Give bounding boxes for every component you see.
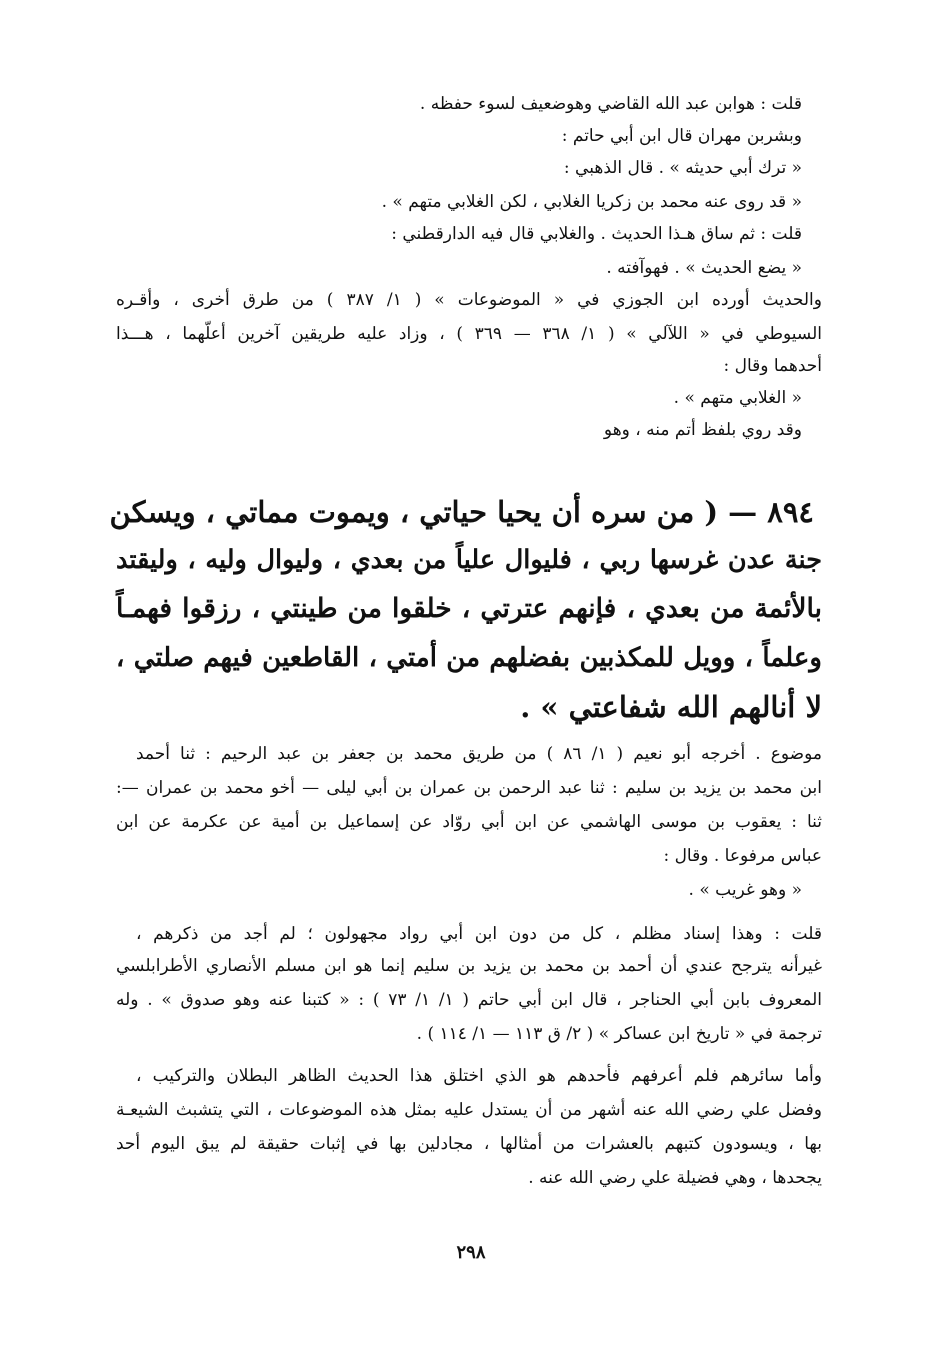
text-line: يجحدها ، وهي فضيلة علي رضي الله عنه . xyxy=(528,1168,822,1188)
text-line: « ترك أبي حديثه » . قال الذهبي : xyxy=(563,158,802,178)
text-line: ثنا : يعقوب بن موسى الهاشمي عن ابن أبي روّاد عن إسماعيل بن أمية عن عكرمة عن ابن xyxy=(116,812,822,832)
text-line: وفضل علي رضي الله عنه أشهر من أن يستدل عليه بمثل هذه الموضوعات ، التي يتشبث الشيعـة xyxy=(116,1100,822,1120)
hadith-line: بالأئمة من بعدي ، فإنهم عترتي ، خلقوا من طينتي ، رزقوا فهمـاً xyxy=(116,593,822,624)
text-line: « وهو غريب » . xyxy=(688,880,802,900)
text-line: « يضع الحديث » . فهوآفته . xyxy=(606,258,802,278)
hadith-line: وعلماً ، وويل للمكذبين بفضلهم من أمتي ، القاطعين فيهم صلتي ، xyxy=(116,643,822,673)
text-line: قلت : وهذا إسناد مظلم ، كل من دون ابن أبي رواد مجهولون ؛ لم أجد من ذكرهم ، xyxy=(136,924,822,944)
text-line: وأما سائرهم فلم أعرفهم فأحدهم هو الذي اختلق هذا الحديث الظاهر البطلان والتركيب ، xyxy=(136,1066,822,1086)
text-line: وبشربن مهران قال ابن أبي حاتم : xyxy=(561,126,802,146)
text-line: قلت : ثم ساق هـذا الحديث . والغلابي قال فيه الدارقطني : xyxy=(391,224,802,244)
text-line: المعروف بابن أبي الحناجر ، قال ابن أبي حاتم ( ١/ ١/ ٧٣ ) : « كتبنا عنه وهو صدوق » . وله xyxy=(116,990,822,1010)
text-line: السيوطي في « اللآلي » ( ١/ ٣٦٨ — ٣٦٩ ) ، وزاد عليه طريقين آخرين أعلّهما ، هـــذا xyxy=(116,324,822,344)
page-number: ٢٩٨ xyxy=(456,1242,486,1263)
text-line: عباس مرفوعا . وقال : xyxy=(663,846,822,866)
text-line: « قد روى عنه محمد بن زكريا الغلابي ، لكن الغلابي متهم » . xyxy=(381,192,802,212)
text-line: « الغلابي متهم » . xyxy=(673,388,802,408)
text-line: ابن محمد بن يزيد بن سليم : ثنا عبد الرحمن بن عمران بن أبي ليلى — أخو محمد بن عمران —: xyxy=(116,778,822,798)
text-line: بها ، ويسودون كتبهم بالعشرات من أمثالها ، مجادلين بها في إثبات حقيقة لم يبق اليوم أحد xyxy=(116,1134,822,1154)
text-line: قلت : هوابن عبد الله القاضي وهوضعيف لسوء حفظه . xyxy=(419,94,802,114)
text-line: موضوع . أخرجه أبو نعيم ( ١/ ٨٦ ) من طريق محمد بن جعفر بن عبد الرحيم : ثنا أحمد xyxy=(136,744,822,764)
text-line: غيرأنه يترجح عندي أن أحمد بن محمد بن يزيد بن سليم إنما هو ابن مسلم الأنصاري الأطرابلسي xyxy=(116,956,822,976)
text-line: أحدهما وقال : xyxy=(723,356,822,376)
text-line: وقد روي بلفظ أتم منه ، وهو xyxy=(603,420,802,440)
text-line: والحديث أورده ابن الجوزي في « الموضوعات » ( ١/ ٣٨٧ ) من طرق أخرى ، وأقـره xyxy=(116,290,822,310)
hadith-line: ٨٩٤ — ( من سره أن يحيا حياتي ، ويموت مماتي ، ويسكن xyxy=(109,495,814,529)
hadith-line: جنة عدن غرسها ربي ، فليوال علياً من بعدي ، وليوال وليه ، وليقتد xyxy=(116,545,822,575)
text-line: ترجمة في « تاريخ ابن عساكر » ( ٢/ ق ١١٣ — ١/ ١١٤ ) . xyxy=(416,1024,822,1044)
hadith-line: لا أنالهم الله شفاعتي » . xyxy=(520,690,822,724)
